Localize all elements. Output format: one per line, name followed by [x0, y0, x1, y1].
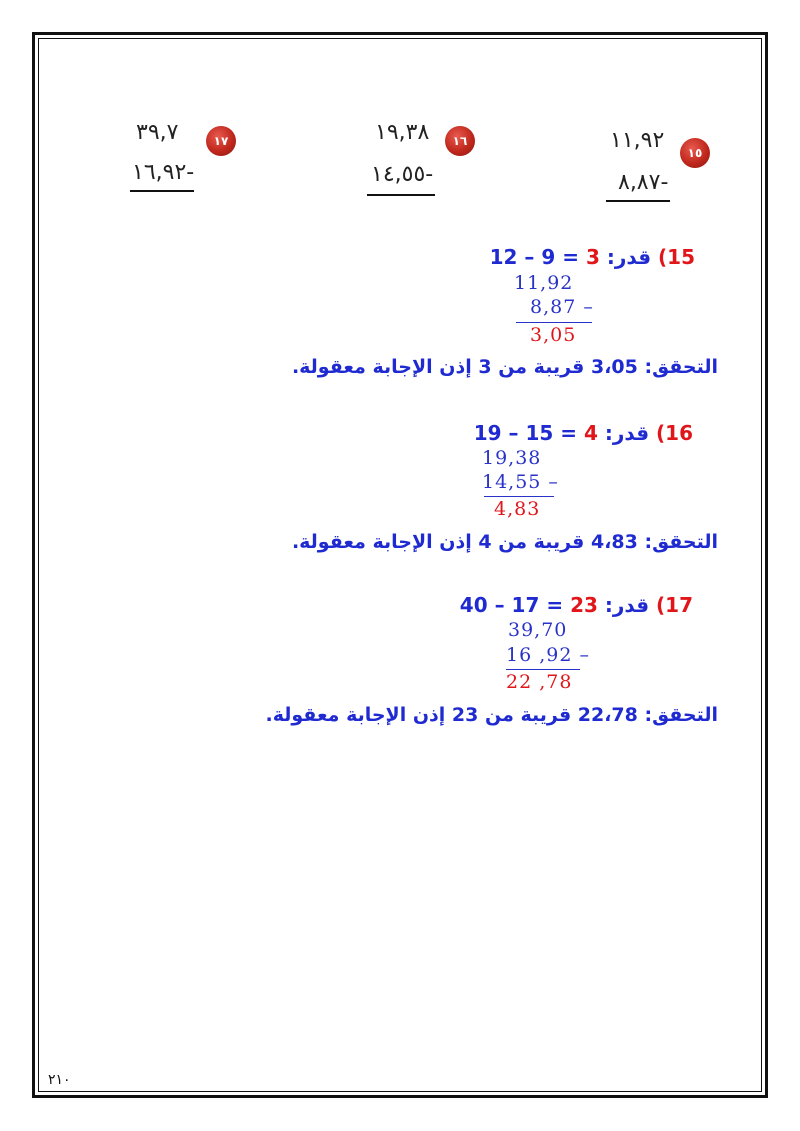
solution-17-estimate: 17) قدر: 40 – 17 = 23: [459, 593, 693, 617]
problem-line-1: ١٩,٣٨: [375, 120, 430, 145]
solution-16-bottom: 14,55 –: [482, 471, 559, 493]
solution-17-rule: [506, 669, 580, 670]
problem-badge-icon: ١٥: [680, 138, 710, 168]
page-number: ٢١٠: [48, 1072, 71, 1088]
solution-17-top: 39,70: [508, 619, 568, 641]
solution-16-estimate: 16) قدر: 19 – 15 = 4: [473, 421, 693, 445]
problem-badge-icon: ١٧: [206, 126, 236, 156]
solution-16-rule: [484, 496, 554, 497]
problem-line-1: ٣٩,٧: [136, 120, 179, 145]
problem-line-1: ١١,٩٢: [610, 128, 665, 153]
solution-15-estimate: 15) قدر: 12 – 9 = 3: [489, 245, 695, 269]
problem-15: [600, 120, 720, 210]
solution-17-result: 22 ,78: [506, 671, 573, 693]
solution-17-bottom: 16 ,92 –: [506, 644, 590, 666]
problem-16: [365, 118, 490, 208]
solution-16-check: التحقق: 4،83 قريبة من 4 إذن الإجابة معقولة.: [291, 531, 718, 553]
problem-rule: [606, 200, 670, 202]
solution-16-top: 19,38: [482, 447, 542, 469]
problem-17: [128, 116, 253, 206]
solution-15-result: 3,05: [530, 324, 577, 346]
problem-badge-icon: ١٦: [445, 126, 475, 156]
solution-15-bottom: 8,87 –: [530, 296, 594, 318]
problem-line-2: ١٦,٩٢-: [132, 160, 195, 185]
solution-15-check: التحقق: 3،05 قريبة من 3 إذن الإجابة معقولة.: [291, 356, 718, 378]
problem-line-2: ١٤,٥٥-: [371, 162, 434, 187]
solution-17-check: التحقق: 22،78 قريبة من 23 إذن الإجابة معقولة.: [265, 704, 718, 726]
problem-rule: [130, 190, 194, 192]
solution-15-top: 11,92: [514, 272, 574, 294]
solution-15-rule: [516, 322, 592, 323]
problem-line-2: ٨,٨٧-: [618, 170, 669, 195]
solution-16-result: 4,83: [494, 498, 541, 520]
problem-rule: [367, 194, 435, 196]
